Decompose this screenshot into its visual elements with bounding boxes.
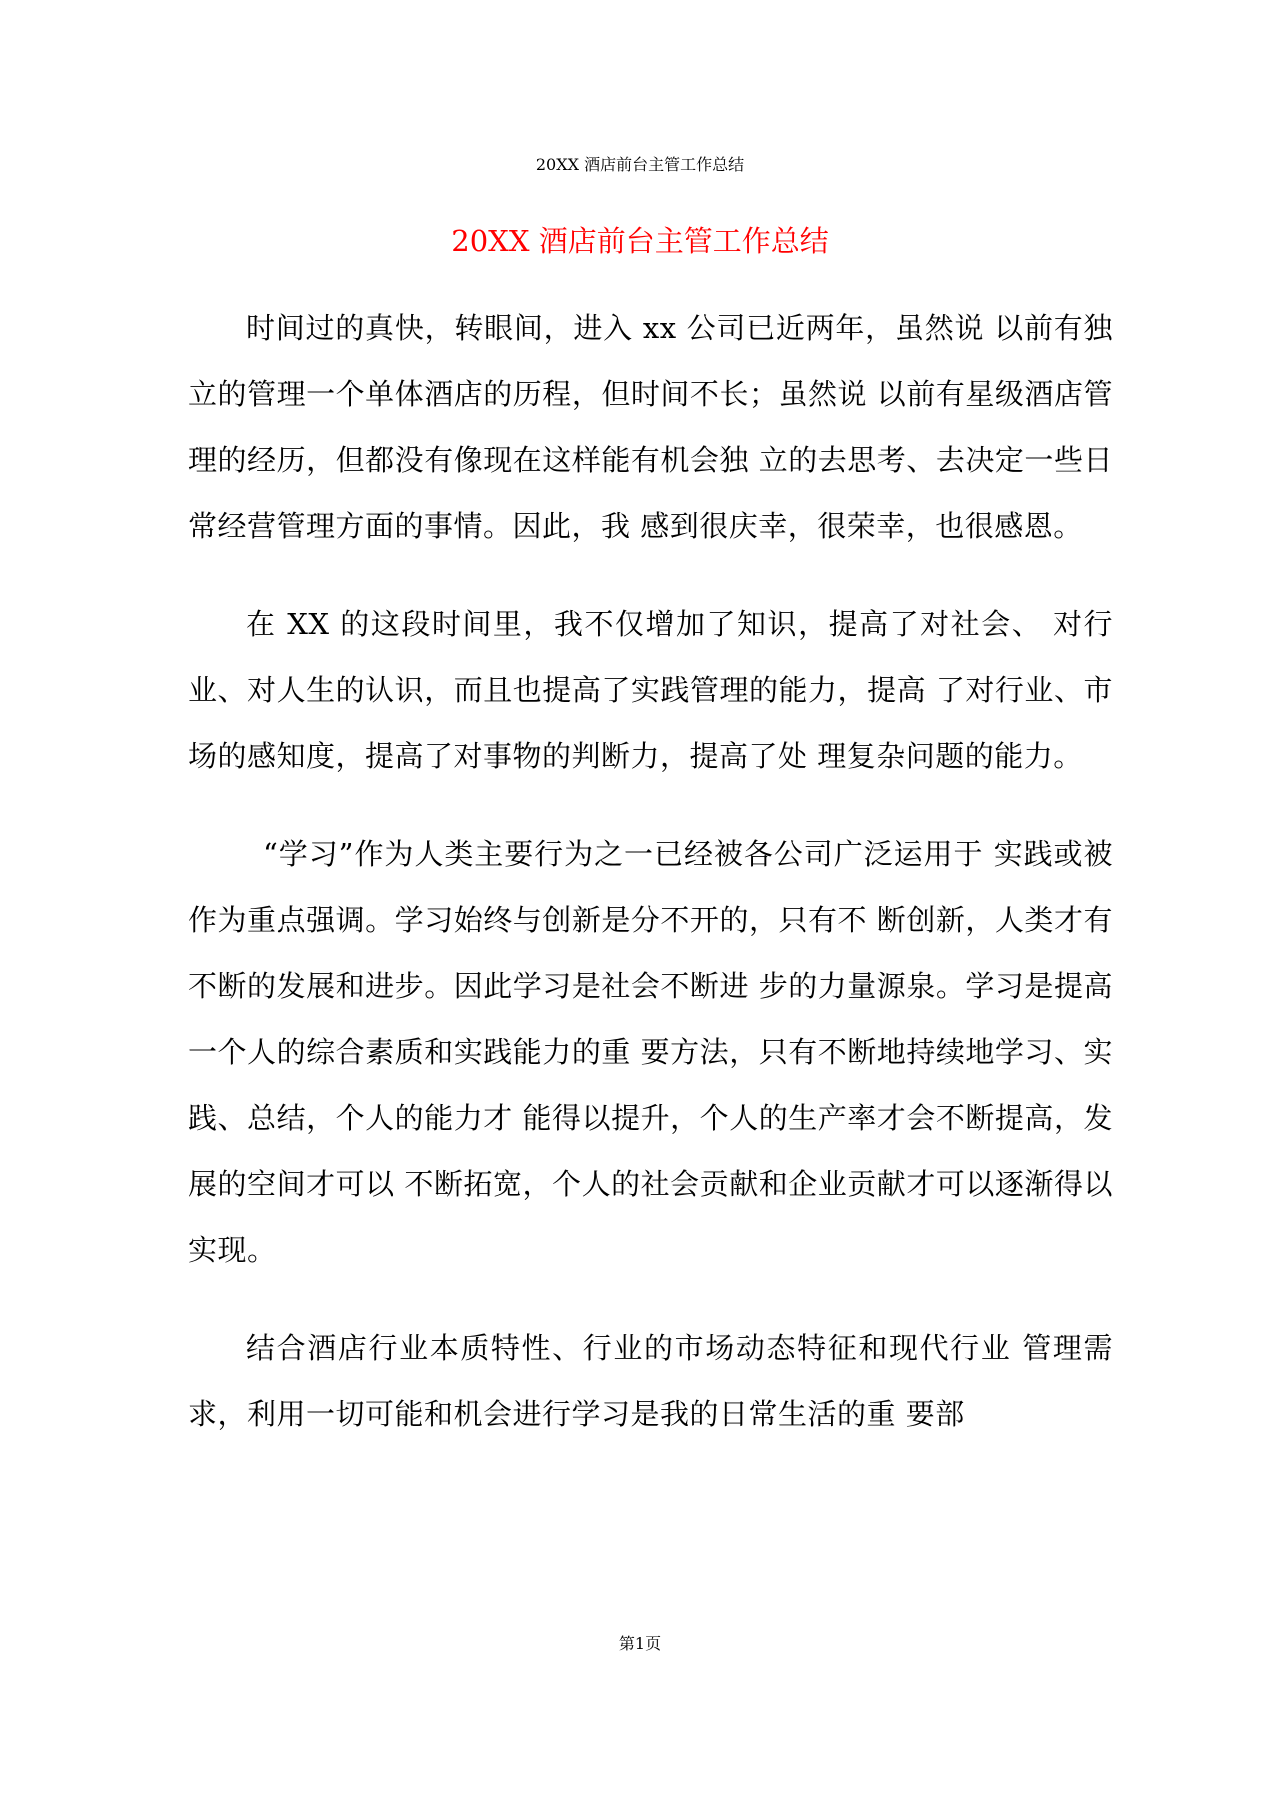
paragraph: “学习”作为人类主要行为之一已经被各公司广泛运用于 实践或被作为重点强调。学习始终与创新是分不开的，只有不 断创新，人类才有不断的发展和进步。因此学习是社会不断进 步的力量源泉。学习是提高一个人的综合素质和实践能力的重 要方法，只有不断地持续地学习、实践、总结，个人的能力才 能得以提升，个人的生产率才会不断提高，发展的空间才可以 不断拓宽，个人的社会贡献和企业贡献才可以逐渐得以实现。 xyxy=(188,837,1113,1267)
paragraph: 结合酒店行业本质特性、行业的市场动态特征和现代行业 管理需求，利用一切可能和机会进行学习是我的日常生活的重 要部 xyxy=(188,1331,1113,1431)
paragraph: 时间过的真快，转眼间，进入 xx 公司已近两年，虽然说 以前有独立的管理一个单体酒店的历程，但时间不长；虽然说 以前有星级酒店管理的经历，但都没有像现在这样能有机会独 立的去思考、去决定一些日常经营管理方面的事情。因此，我 感到很庆幸，很荣幸，也很感恩。 xyxy=(188,311,1113,543)
paragraph: 在 XX 的这段时间里，我不仅增加了知识，提高了对社会、 对行业、对人生的认识，而且也提高了实践管理的能力，提高 了对行业、市场的感知度，提高了对事物的判断力，提高了处 理复杂问题的能力。 xyxy=(188,607,1113,773)
document-body xyxy=(188,295,1113,1479)
running-header: 20XX 酒店前台主管工作总结 xyxy=(535,155,745,174)
document-title: 20XX 酒店前台主管工作总结 xyxy=(451,224,829,258)
page-number: 第1页 xyxy=(618,1634,662,1653)
